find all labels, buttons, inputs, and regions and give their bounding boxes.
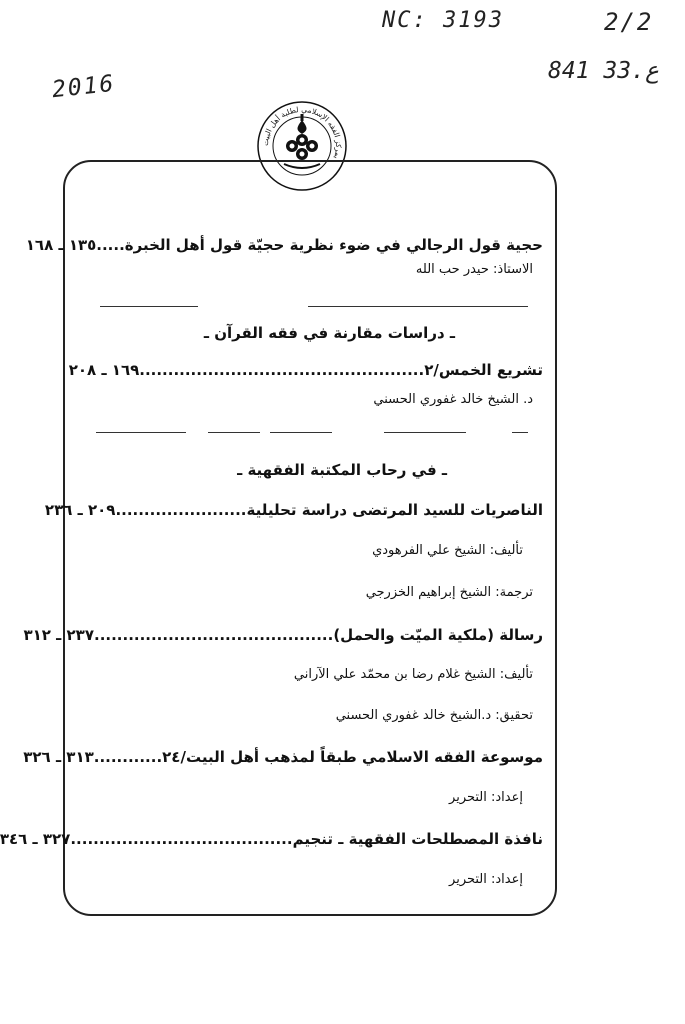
handwritten-page-fraction: 2/2 bbox=[604, 8, 654, 36]
handwritten-year: 2016 bbox=[50, 70, 117, 104]
entry-3-title: الناصريات للسيد المرتضى دراسة تحليلية.......................٢٠٩ ـ ٢٣٦ bbox=[44, 501, 543, 519]
separator-line bbox=[96, 432, 186, 433]
separator-line bbox=[308, 306, 528, 307]
entry-6-title: نافذة المصطلحات الفقهية ـ تنجيم.......................................٣٢٧ ـ ٣٤٦ bbox=[0, 830, 543, 848]
entry-4-title: رسالة (ملكية الميّت والحمل)..........................................٢٣٧ ـ ٣١٢ bbox=[23, 626, 543, 644]
separator-line bbox=[384, 432, 466, 433]
separator-line bbox=[100, 306, 198, 307]
entry-3-translator: ترجمة: الشيخ إبراهيم الخزرجي bbox=[365, 585, 533, 600]
separator-line bbox=[208, 432, 260, 433]
handwritten-class-number: 841 33.ع bbox=[548, 58, 659, 84]
entry-5-prepared-by: إعداد: التحرير bbox=[449, 790, 523, 805]
handwritten-catalog-code: NC: 3193 bbox=[382, 8, 504, 33]
entry-4-author: تأليف: الشيخ غلام رضا بن محمّد علي الآراني bbox=[293, 667, 533, 682]
entry-2-title: تشريع الخمس/٢..................................................١٦٩ ـ ٢٠٨ bbox=[68, 361, 543, 379]
separator-line bbox=[270, 432, 332, 433]
entry-1-title: حجية قول الرجالي في ضوء نظرية حجيّة قول أهل الخبرة.....١٣٥ ـ ١٦٨ bbox=[25, 236, 543, 254]
entry-6-prepared-by: إعداد: التحرير bbox=[449, 872, 523, 887]
entry-5-title: موسوعة الفقه الاسلامي طبقاً لمذهب أهل البيت/٢٤............٣١٣ ـ ٣٢٦ bbox=[23, 748, 543, 766]
seal-text: بمركز الفقه الإسلامي لطلبة أهل البيت bbox=[260, 104, 344, 161]
entry-4-editor: تحقيق: د.الشيخ خالد غفوري الحسني bbox=[335, 708, 533, 723]
separator-line bbox=[512, 432, 528, 433]
section-heading-fiqh-library: ـ في رحاب المكتبة الفقهية ـ bbox=[237, 461, 447, 479]
entry-2-author: د. الشيخ خالد غفوري الحسني bbox=[373, 392, 533, 407]
entry-1-author: الاستاذ: حيدر حب الله bbox=[415, 262, 533, 277]
section-heading-comparative-studies: ـ دراسات مقارنة في فقه القرآن ـ bbox=[203, 324, 455, 342]
entry-3-author: تأليف: الشيخ علي الفرهودي bbox=[372, 543, 523, 558]
